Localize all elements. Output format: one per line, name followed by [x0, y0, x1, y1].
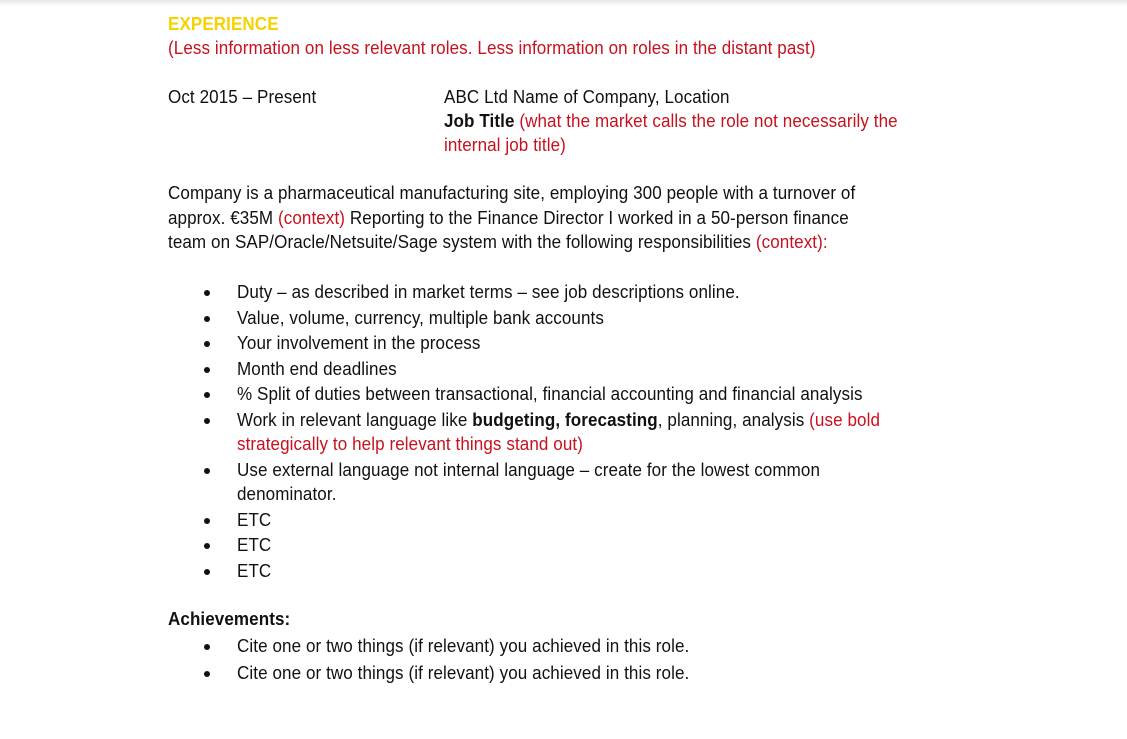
list-item-cont: denominator.: [237, 483, 337, 504]
list-item: Month end deadlines: [237, 358, 397, 379]
list-item: [237, 408, 880, 432]
achievement-item: Cite one or two things (if relevant) you achieved in this role.: [237, 635, 690, 656]
job-title-line: [444, 109, 898, 133]
bullet-icon: [204, 418, 210, 424]
top-shadow: [0, 0, 1127, 6]
bullet-icon: [204, 468, 210, 474]
achievement-item: Cite one or two things (if relevant) you achieved in this role.: [237, 662, 690, 683]
item-note-cont: strategically to help relevant things stand out): [237, 433, 583, 454]
list-item: ETC: [237, 560, 272, 581]
bullet-icon: [204, 543, 210, 549]
bullet-icon: [204, 341, 210, 347]
context-note: (context):: [755, 231, 828, 252]
company-name: ABC Ltd Name of Company, Location: [444, 86, 730, 107]
list-item: Duty – as described in market terms – see job descriptions online.: [237, 281, 740, 302]
list-item: Value, volume, currency, multiple bank accounts: [237, 307, 604, 328]
bullet-icon: [204, 644, 210, 650]
role-dates: Oct 2015 – Present: [168, 86, 317, 107]
summary-text: team on SAP/Oracle/Netsuite/Sage system with the following responsibilities: [168, 231, 756, 252]
bullet-icon: [204, 367, 210, 373]
bullet-icon: [204, 316, 210, 322]
job-title: Job Title: [444, 110, 515, 131]
summary-line-2: [168, 206, 849, 230]
job-title-note-cont: internal job title): [444, 134, 566, 155]
bullet-icon: [204, 392, 210, 398]
list-item: Your involvement in the process: [237, 332, 481, 353]
bullet-icon: [204, 671, 210, 677]
bullet-icon: [204, 290, 210, 296]
achievements-heading: Achievements:: [168, 608, 291, 629]
bold-keywords: budgeting, forecasting: [472, 409, 658, 430]
bullet-icon: [204, 569, 210, 575]
item-text: Work in relevant language like: [237, 409, 473, 430]
bullet-icon: [204, 518, 210, 524]
summary-line-3: [168, 230, 828, 254]
context-note: (context): [278, 207, 346, 228]
list-item: % Split of duties between transactional, financial accounting and financial analysis: [237, 383, 863, 404]
summary-text: approx. €35M: [168, 207, 279, 228]
job-title-note: (what the market calls the role not necessarily the: [519, 110, 898, 131]
section-heading: EXPERIENCE: [168, 13, 279, 34]
list-item: Use external language not internal language – create for the lowest common: [237, 459, 821, 480]
summary-text: Reporting to the Finance Director I worked in a 50-person finance: [345, 207, 849, 228]
item-text: , planning, analysis: [657, 409, 810, 430]
list-item: ETC: [237, 509, 272, 530]
item-note: (use bold: [809, 409, 881, 430]
list-item: ETC: [237, 534, 272, 555]
section-note: (Less information on less relevant roles. Less information on roles in the distant past): [168, 37, 816, 58]
summary-line-1: Company is a pharmaceutical manufacturing site, employing 300 people with a turnover of: [168, 182, 856, 203]
